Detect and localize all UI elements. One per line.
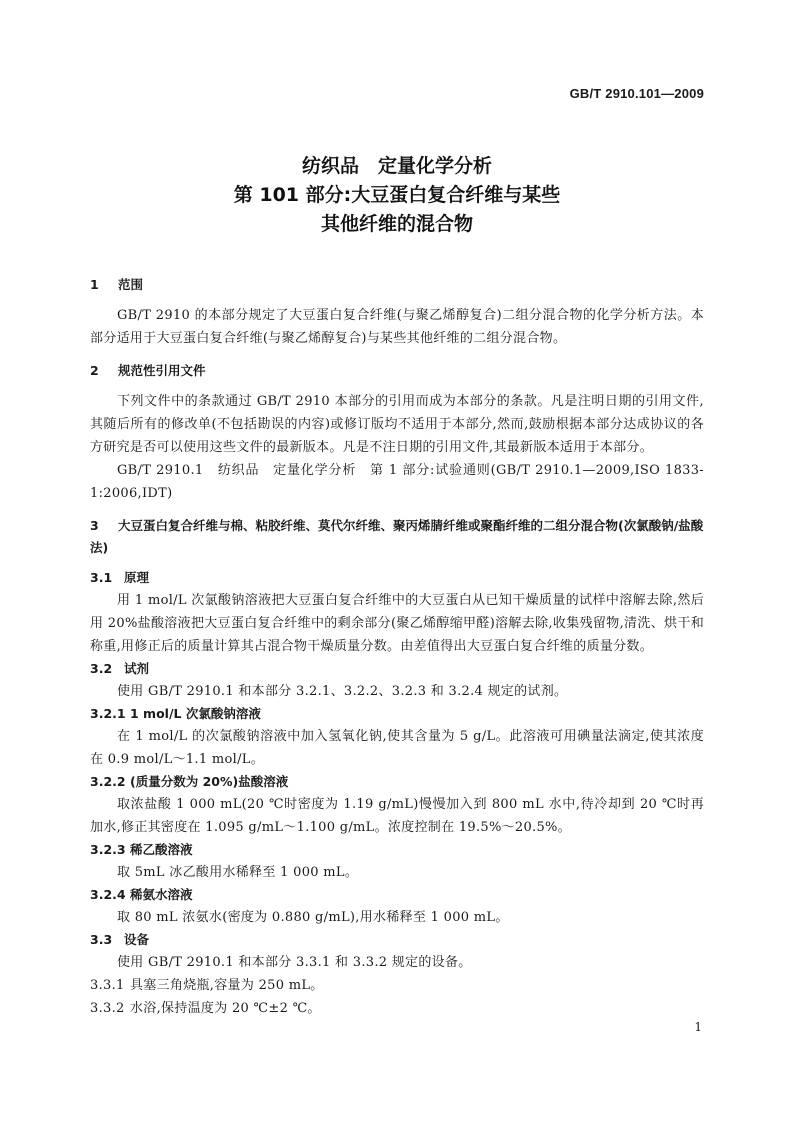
page-number: 1 (694, 1020, 702, 1034)
paragraph: 使用 GB/T 2910.1 和本部分 3.2.1、3.2.2、3.2.3 和 3.2.4 规定的试剂。 (117, 684, 568, 699)
subsection-title: 稀乙酸溶液 (130, 842, 193, 857)
subsection-heading (90, 839, 704, 861)
clause-number: 3.3.1 (90, 978, 125, 993)
subsection-title: 试剂 (124, 661, 150, 676)
section-title: 规范性引用文件 (118, 363, 206, 378)
subsection-heading (90, 567, 704, 589)
clause-item (90, 974, 704, 997)
subsection-number: 3.1 (90, 570, 113, 585)
title-line-2: 第 101 部分:大豆蛋白复合纤维与某些 (233, 184, 561, 206)
subsection-title: (质量分数为 20%)盐酸溶液 (130, 774, 289, 789)
standard-code: GB/T 2910.101—2009 (569, 86, 704, 101)
clause-item (90, 997, 704, 1020)
subsection-title: 设备 (124, 932, 150, 947)
subsection-title: 原理 (124, 570, 150, 585)
document-body (90, 274, 704, 1020)
paragraph-reference: GB/T 2910.1 纺织品 定量化学分析 第 1 部分:试验通则(GB/T 2910.1—2009,ISO 1833-1:2006,IDT) (90, 463, 704, 501)
subsection-number: 3.2.1 (90, 706, 126, 721)
paragraph: 使用 GB/T 2910.1 和本部分 3.3.1 和 3.3.2 规定的设备。 (117, 955, 472, 970)
subsection-number: 3.2.3 (90, 842, 126, 857)
section-number: 3 (90, 518, 99, 533)
subsection-number: 3.3 (90, 932, 113, 947)
subsection-title: 1 mol/L 次氯酸钠溶液 (130, 706, 261, 721)
clause-number: 3.3.2 (90, 1001, 125, 1016)
subsection-title: 稀氨水溶液 (130, 887, 193, 902)
section-title: 范围 (118, 277, 144, 292)
section-title: 大豆蛋白复合纤维与棉、粘胶纤维、莫代尔纤维、聚丙烯腈纤维或聚酯纤维的二组分混合物(次氯酸钠/盐酸法) (90, 518, 704, 555)
subsection-number: 3.2.2 (90, 774, 126, 789)
subsection-heading (90, 884, 704, 906)
subsection-heading (90, 771, 704, 793)
paragraph: 在 1 mol/L 的次氯酸钠溶液中加入氢氧化钠,使其含量为 5 g/L。此溶液可用碘量法滴定,使其浓度在 0.9 mol/L～1.1 mol/L。 (90, 729, 704, 767)
paragraph: 取浓盐酸 1 000 mL(20 ℃时密度为 1.19 g/mL)慢慢加入到 800 mL 水中,待冷却到 20 ℃时再加水,修正其密度在 1.095 g/mL～1.100 g/mL。浓度控制在 19.5%～20.5%。 (90, 797, 704, 835)
paragraph: 取 80 mL 浓氨水(密度为 0.880 g/mL),用水稀释至 1 000 mL。 (117, 910, 509, 925)
paragraph: 下列文件中的条款通过 GB/T 2910 本部分的引用而成为本部分的条款。凡是注明日期的引用文件,其随后所有的修改单(不包括勘误的内容)或修订版均不适用于本部分,然而,鼓励根据本部分达成协议的各方研究是否可以使用这些文件的最新版本。凡是不注日期的引用文件,其最新版本适用于本部分。 (90, 394, 704, 455)
section-heading (90, 274, 704, 296)
document-title (0, 152, 794, 239)
section-heading (90, 515, 704, 559)
subsection-number: 3.2.4 (90, 887, 126, 902)
paragraph: GB/T 2910 的本部分规定了大豆蛋白复合纤维(与聚乙烯醇复合)二组分混合物的化学分析方法。本部分适用于大豆蛋白复合纤维(与聚乙烯醇复合)与某些其他纤维的二组分混合物。 (90, 308, 704, 346)
clause-text: 具塞三角烧瓶,容量为 250 mL。 (130, 978, 324, 993)
subsection-heading (90, 703, 704, 725)
subsection-heading (90, 929, 704, 951)
paragraph: 取 5mL 冰乙酸用水稀释至 1 000 mL。 (117, 865, 359, 880)
paragraph: 用 1 mol/L 次氯酸钠溶液把大豆蛋白复合纤维中的大豆蛋白从已知干燥质量的试样中溶解去除,然后用 20%盐酸溶液把大豆蛋白复合纤维中的剩余部分(聚乙烯醇缩甲醛)溶解去除,收集残留物,清洗、烘干和称重,用修正后的质量计算其占混合物干燥质量分数。由差值得出大豆蛋白复合纤维的质量分数。 (90, 593, 704, 654)
section-number: 2 (90, 363, 99, 378)
title-line-3: 其他纤维的混合物 (320, 213, 473, 235)
section-number: 1 (90, 277, 99, 292)
clause-text: 水浴,保持温度为 20 ℃±2 ℃。 (130, 1001, 321, 1016)
subsection-number: 3.2 (90, 661, 113, 676)
section-heading (90, 360, 704, 382)
subsection-heading (90, 658, 704, 680)
title-line-1: 纺织品 定量化学分析 (301, 155, 492, 177)
